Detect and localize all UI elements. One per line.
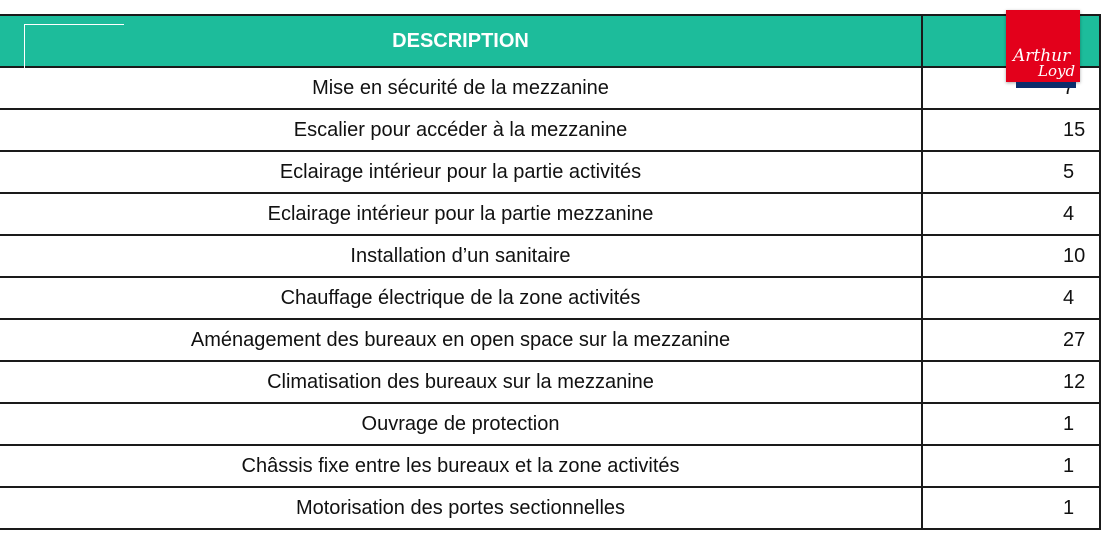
works-table (0, 14, 1101, 530)
table-row (0, 235, 1100, 277)
row-value: 4 (922, 277, 1100, 319)
row-value: 1 (922, 487, 1100, 529)
row-description: Escalier pour accéder à la mezzanine (0, 109, 922, 151)
row-value: 15 (922, 109, 1100, 151)
table-row (0, 403, 1100, 445)
row-description: Châssis fixe entre les bureaux et la zone activités (0, 445, 922, 487)
row-description: Climatisation des bureaux sur la mezzanine (0, 361, 922, 403)
row-value: 5 (922, 151, 1100, 193)
row-description: Aménagement des bureaux en open space sur la mezzanine (0, 319, 922, 361)
table-row (0, 277, 1100, 319)
row-description: Chauffage électrique de la zone activités (0, 277, 922, 319)
table-row (0, 319, 1100, 361)
logo-text-line1: Arthur (1013, 46, 1071, 66)
logo-accent-bar (1016, 82, 1076, 88)
row-description: Installation d’un sanitaire (0, 235, 922, 277)
row-description: Ouvrage de protection (0, 403, 922, 445)
row-description: Eclairage intérieur pour la partie activités (0, 151, 922, 193)
row-value: 4 (922, 193, 1100, 235)
table-row (0, 361, 1100, 403)
table-row (0, 67, 1100, 109)
row-description: Eclairage intérieur pour la partie mezzanine (0, 193, 922, 235)
logo-text-line2: Loyd (1038, 62, 1076, 80)
table-row (0, 193, 1100, 235)
table-row (0, 151, 1100, 193)
row-description: Mise en sécurité de la mezzanine (0, 67, 922, 109)
row-value: 1 (922, 445, 1100, 487)
header-description: DESCRIPTION (0, 15, 922, 67)
arthur-loyd-logo (1006, 10, 1080, 82)
row-value: 1 (922, 403, 1100, 445)
row-value: 27 (922, 319, 1100, 361)
works-table-container (0, 14, 1100, 530)
table-row (0, 445, 1100, 487)
row-value: 12 (922, 361, 1100, 403)
row-value: 10 (922, 235, 1100, 277)
table-header-row (0, 15, 1100, 67)
table-row (0, 487, 1100, 529)
row-description: Motorisation des portes sectionnelles (0, 487, 922, 529)
table-row (0, 109, 1100, 151)
